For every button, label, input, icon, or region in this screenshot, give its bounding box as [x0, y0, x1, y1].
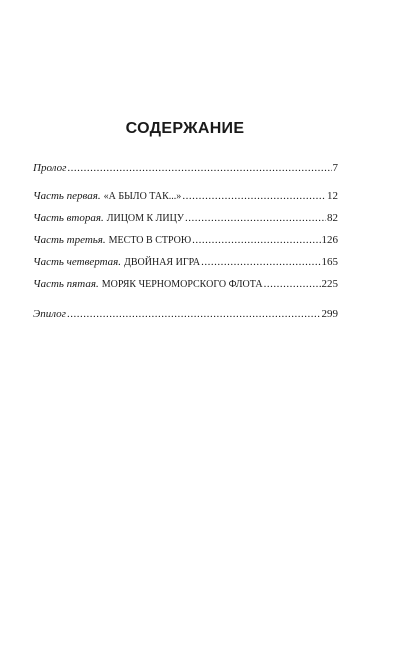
toc-entry-part-4 — [33, 256, 338, 269]
toc-page-number: 165 — [321, 256, 338, 268]
toc-page-number: 299 — [321, 308, 338, 320]
toc-page-number: 225 — [321, 278, 338, 290]
toc-entry-title: МОРЯК ЧЕРНОМОРСКОГО ФЛОТА — [101, 279, 263, 290]
toc-page-number: 12 — [327, 190, 338, 202]
toc-entry-title: «А БЫЛО ТАК...» — [103, 191, 182, 202]
toc-entry-title: ДВОЙНАЯ ИГРА — [124, 257, 201, 268]
toc-entry-title: МЕСТО В СТРОЮ — [108, 235, 192, 246]
toc-entry-epilogue — [33, 308, 338, 321]
toc-entry-label: Часть четвертая. — [33, 256, 122, 268]
dot-leader — [67, 308, 321, 321]
toc-page-number: 82 — [327, 212, 338, 224]
toc-entry-label: Часть пятая. — [33, 278, 99, 290]
toc-entry-prologue — [33, 162, 338, 175]
toc-entry-part-2 — [33, 212, 338, 225]
toc-entry-label: Часть третья. — [33, 234, 106, 246]
table-of-contents — [33, 162, 338, 321]
toc-entry-part-5 — [33, 278, 338, 291]
toc-entry-label: Часть вторая. — [33, 212, 104, 224]
toc-entry-part-3 — [33, 234, 338, 247]
toc-entry-title: ЛИЦОМ К ЛИЦУ — [106, 213, 184, 224]
toc-entry-part-1 — [33, 190, 338, 203]
toc-entry-label: Часть первая. — [33, 190, 101, 202]
dot-leader — [192, 234, 320, 247]
dot-leader — [201, 256, 320, 269]
dot-leader — [67, 162, 331, 175]
dot-leader — [185, 212, 326, 225]
toc-entry-label: Эпилог — [33, 308, 66, 320]
toc-heading: СОДЕРЖАНИЕ — [125, 120, 245, 137]
toc-page-number: 126 — [321, 234, 338, 246]
dot-leader — [264, 278, 321, 291]
dot-leader — [182, 190, 326, 203]
toc-page-number: 7 — [332, 162, 338, 174]
toc-entry-label: Пролог — [33, 162, 67, 174]
